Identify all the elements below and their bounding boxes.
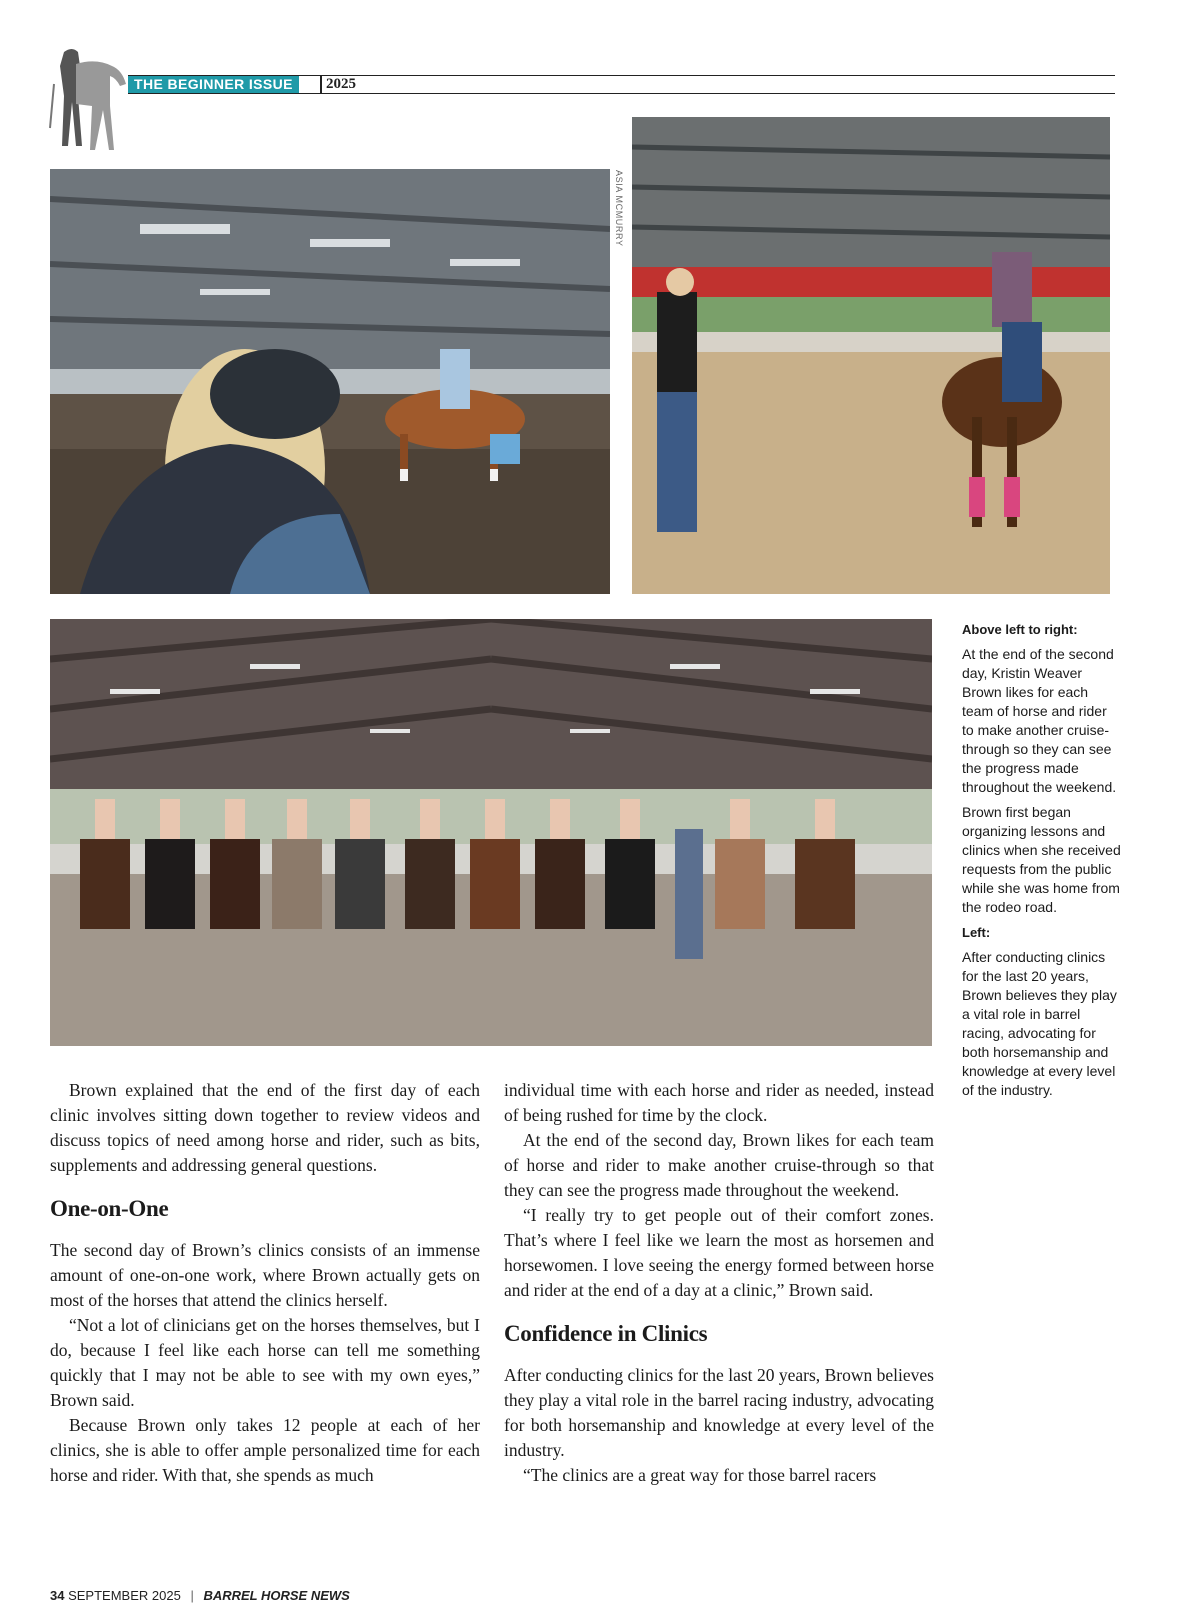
caption-text: Brown first began organizing lessons and clinics when she received requests from the public while she was home from the rodeo road.: [962, 804, 1121, 915]
paragraph: Brown explained that the end of the first day of each clinic involves sitting down together to review videos and discuss topics of need among horse and rider, such as bits, supplements and addressing general questions.: [50, 1080, 480, 1175]
issue-date: SEPTEMBER 2025: [68, 1588, 181, 1603]
subheading: One-on-One: [50, 1196, 169, 1221]
photo-instructor-watching-rider: [50, 169, 610, 594]
caption-heading: Left:: [962, 925, 991, 940]
caption-text: After conducting clinics for the last 20 years, Brown believes they play a vital role in barrel racing, advocating for both horsemanship and knowledge at every level of the industry.: [962, 949, 1117, 1098]
article-column-2: [504, 1078, 934, 1488]
paragraph: “The clinics are a great way for those barrel racers: [523, 1465, 877, 1485]
header-rule-bottom: [128, 93, 1115, 94]
caption-text: At the end of the second day, Kristin Weaver Brown likes for each team of horse and rider to make another cruise-through so they can see the progress made throughout the weekend.: [962, 646, 1117, 795]
article-column-1: [50, 1078, 480, 1488]
paragraph: The second day of Brown’s clinics consists of an immense amount of one-on-one work, where Brown actually gets on most of the horses that attend the clinics herself.: [50, 1240, 480, 1310]
section-year: 2025: [320, 75, 356, 94]
paragraph: “Not a lot of clinicians get on the horses themselves, but I do, because I feel like each horse can tell me something quickly that I may not be able to see with my own eyes,” Brown said.: [50, 1315, 480, 1410]
photo-captions: [962, 620, 1122, 1106]
paragraph: Because Brown only takes 12 people at each of her clinics, she is able to offer ample personalized time for each horse and rider. With that, she spends as much: [50, 1415, 480, 1485]
paragraph: After conducting clinics for the last 20 years, Brown believes they play a vital role in the barrel racing industry, advocating for both horsemanship and knowledge at every level of the industry.: [504, 1365, 934, 1460]
caption-heading: Above left to right:: [962, 622, 1078, 637]
paragraph: At the end of the second day, Brown likes for each team of horse and rider to make another cruise-through so that they can see the progress made throughout the weekend.: [504, 1130, 934, 1200]
paragraph: individual time with each horse and rider as needed, instead of being rushed for time by the clock.: [504, 1080, 934, 1125]
paragraph: “I really try to get people out of their comfort zones. That’s where I feel like we learn the most as horsemen and horsewomen. I love seeing the energy formed between horse and rider at the end of a day at a clinic,” Brown said.: [504, 1205, 934, 1300]
horse-and-rider-logo-illustration: [46, 44, 130, 162]
photo-clinic-group-lineup: [50, 619, 932, 1046]
subheading: Confidence in Clinics: [504, 1321, 708, 1346]
page-number: 34: [50, 1588, 65, 1603]
photo-instructor-and-rider-on-bay: [632, 117, 1110, 594]
magazine-name: BARREL HORSE NEWS: [203, 1588, 350, 1603]
page-footer: [50, 1588, 350, 1603]
footer-separator: |: [190, 1588, 194, 1603]
section-kicker: THE BEGINNER ISSUE: [128, 76, 299, 93]
photo-credit: ASIA MCMURRY: [614, 170, 624, 247]
